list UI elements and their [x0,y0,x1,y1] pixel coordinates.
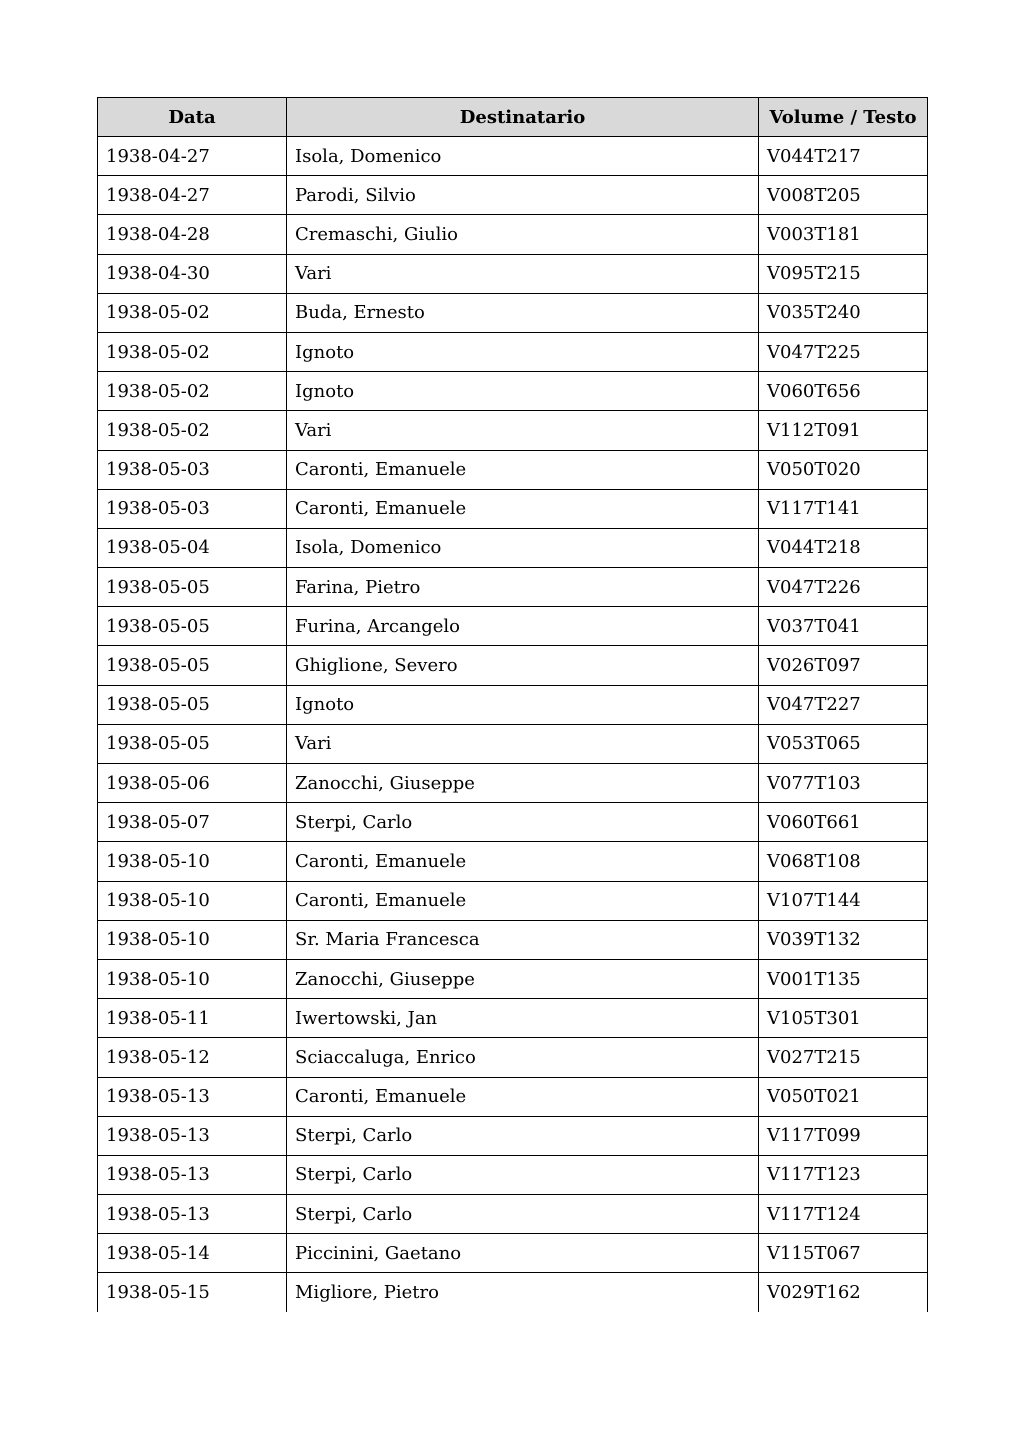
cell-date: 1938-05-10 [98,959,287,998]
cell-date: 1938-04-27 [98,137,287,176]
cell-volume-text: V060T656 [759,372,928,411]
cell-date: 1938-05-05 [98,646,287,685]
cell-volume-text: V047T227 [759,685,928,724]
cell-recipient: Sterpi, Carlo [287,803,759,842]
cell-volume-text: V077T103 [759,764,928,803]
cell-recipient: Vari [287,411,759,450]
table-row [98,489,928,528]
cell-recipient: Parodi, Silvio [287,176,759,215]
table-row [98,293,928,332]
cell-recipient: Ghiglione, Severo [287,646,759,685]
cell-recipient: Furina, Arcangelo [287,607,759,646]
cell-volume-text: V050T021 [759,1077,928,1116]
table-row [98,137,928,176]
cell-date: 1938-05-11 [98,999,287,1038]
cell-date: 1938-05-06 [98,764,287,803]
cell-date: 1938-05-02 [98,332,287,371]
cell-recipient: Vari [287,254,759,293]
cell-recipient: Zanocchi, Giuseppe [287,764,759,803]
cell-recipient: Caronti, Emanuele [287,489,759,528]
cell-recipient: Migliore, Pietro [287,1273,759,1312]
cell-recipient: Caronti, Emanuele [287,1077,759,1116]
cell-date: 1938-05-03 [98,450,287,489]
table-row [98,332,928,371]
cell-volume-text: V117T124 [759,1195,928,1234]
cell-recipient: Sr. Maria Francesca [287,920,759,959]
cell-date: 1938-05-13 [98,1195,287,1234]
cell-date: 1938-05-02 [98,293,287,332]
table-row [98,764,928,803]
table-row [98,803,928,842]
table-row [98,254,928,293]
cell-date: 1938-05-07 [98,803,287,842]
cell-recipient: Caronti, Emanuele [287,881,759,920]
cell-date: 1938-05-10 [98,842,287,881]
table-row [98,1195,928,1234]
cell-recipient: Farina, Pietro [287,568,759,607]
cell-date: 1938-05-12 [98,1038,287,1077]
table-row [98,959,928,998]
table-header-row [98,98,928,137]
cell-date: 1938-05-10 [98,920,287,959]
header-date: Data [98,98,287,137]
table-row [98,1116,928,1155]
cell-date: 1938-05-13 [98,1077,287,1116]
cell-date: 1938-05-13 [98,1155,287,1194]
cell-volume-text: V117T141 [759,489,928,528]
cell-date: 1938-04-30 [98,254,287,293]
cell-volume-text: V044T217 [759,137,928,176]
cell-volume-text: V107T144 [759,881,928,920]
cell-recipient: Zanocchi, Giuseppe [287,959,759,998]
cell-recipient: Isola, Domenico [287,528,759,567]
cell-recipient: Sterpi, Carlo [287,1155,759,1194]
cell-recipient: Iwertowski, Jan [287,999,759,1038]
cell-volume-text: V105T301 [759,999,928,1038]
table-body [98,137,928,1313]
cell-volume-text: V117T123 [759,1155,928,1194]
cell-recipient: Vari [287,724,759,763]
cell-recipient: Isola, Domenico [287,137,759,176]
cell-volume-text: V053T065 [759,724,928,763]
cell-volume-text: V035T240 [759,293,928,332]
cell-recipient: Sciaccaluga, Enrico [287,1038,759,1077]
table-row [98,724,928,763]
table-row [98,999,928,1038]
cell-volume-text: V044T218 [759,528,928,567]
cell-volume-text: V112T091 [759,411,928,450]
cell-date: 1938-04-27 [98,176,287,215]
cell-volume-text: V029T162 [759,1273,928,1312]
cell-date: 1938-05-05 [98,724,287,763]
table-row [98,176,928,215]
letters-table [97,97,928,1312]
cell-recipient: Cremaschi, Giulio [287,215,759,254]
cell-date: 1938-05-13 [98,1116,287,1155]
table-row [98,920,928,959]
cell-date: 1938-05-04 [98,528,287,567]
cell-recipient: Caronti, Emanuele [287,842,759,881]
table-row [98,646,928,685]
cell-date: 1938-05-05 [98,568,287,607]
table-row [98,1038,928,1077]
header-recipient: Destinatario [287,98,759,137]
table-row [98,1234,928,1273]
table-row [98,1077,928,1116]
cell-volume-text: V001T135 [759,959,928,998]
cell-recipient: Ignoto [287,372,759,411]
table-row [98,881,928,920]
cell-recipient: Sterpi, Carlo [287,1116,759,1155]
table-row [98,842,928,881]
cell-date: 1938-05-05 [98,685,287,724]
cell-recipient: Caronti, Emanuele [287,450,759,489]
cell-date: 1938-05-15 [98,1273,287,1312]
table-row [98,1273,928,1312]
cell-volume-text: V047T225 [759,332,928,371]
cell-date: 1938-05-03 [98,489,287,528]
table-row [98,1155,928,1194]
cell-date: 1938-05-14 [98,1234,287,1273]
cell-volume-text: V117T099 [759,1116,928,1155]
table-row [98,411,928,450]
cell-recipient: Ignoto [287,332,759,371]
cell-recipient: Buda, Ernesto [287,293,759,332]
cell-volume-text: V068T108 [759,842,928,881]
cell-recipient: Piccinini, Gaetano [287,1234,759,1273]
table-row [98,685,928,724]
header-volume-text: Volume / Testo [759,98,928,137]
table-row [98,528,928,567]
cell-recipient: Ignoto [287,685,759,724]
cell-volume-text: V003T181 [759,215,928,254]
table-row [98,568,928,607]
cell-volume-text: V095T215 [759,254,928,293]
cell-volume-text: V008T205 [759,176,928,215]
cell-volume-text: V039T132 [759,920,928,959]
table-row [98,372,928,411]
table-row [98,215,928,254]
cell-date: 1938-05-05 [98,607,287,646]
cell-date: 1938-05-02 [98,411,287,450]
cell-volume-text: V060T661 [759,803,928,842]
cell-volume-text: V027T215 [759,1038,928,1077]
cell-volume-text: V026T097 [759,646,928,685]
cell-volume-text: V115T067 [759,1234,928,1273]
cell-date: 1938-05-10 [98,881,287,920]
cell-date: 1938-04-28 [98,215,287,254]
cell-volume-text: V047T226 [759,568,928,607]
cell-volume-text: V037T041 [759,607,928,646]
cell-recipient: Sterpi, Carlo [287,1195,759,1234]
table-row [98,607,928,646]
table-row [98,450,928,489]
cell-date: 1938-05-02 [98,372,287,411]
cell-volume-text: V050T020 [759,450,928,489]
